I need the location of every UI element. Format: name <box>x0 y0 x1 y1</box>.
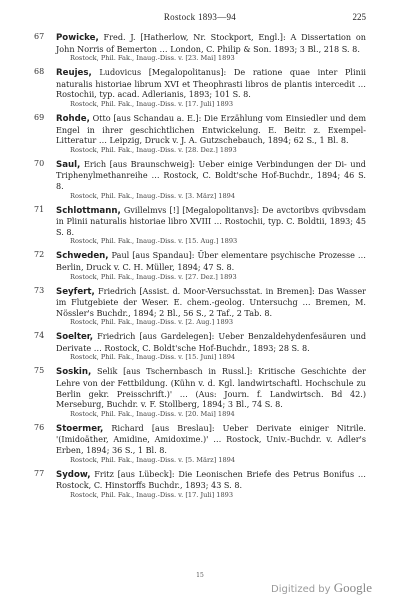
author-name: Rohde, <box>56 113 90 124</box>
author-name: Saul, <box>56 159 81 170</box>
dissertation-note: Rostock, Phil. Fak., Inaug.-Diss. v. [17. Juli] 1893 <box>70 490 234 499</box>
list-item <box>34 32 366 63</box>
entry-text: Richard [aus Breslau]: Ueber Derivate einiger Nitrile. '(Imidoäther, Amidine, Amidoxime.)' … Rostock, Univ.-Buchdr. v. Adler's Erben, 1894; 36 S., 1 Bl. 8. <box>56 422 367 456</box>
list-item <box>34 286 366 328</box>
list-item <box>34 366 366 418</box>
entry-text: Otto [aus Schandau a. E.]: Die Erzählung vom Einsiedler und dem Engel in ihrer geschichtlichen Entwickelung. E. Beitr. z. Exempel-Litteratur … Leipzig, Druck v. J. A. Gutzschebauch, 1894; 62 S., 1 Bl. 8. <box>56 112 366 146</box>
author-name: Stoermer, <box>56 423 104 434</box>
dissertation-note: Rostock, Phil. Fak., Inaug.-Diss. v. [15. Aug.] 1893 <box>70 237 238 246</box>
dissertation-note: Rostock, Phil. Fak., Inaug.-Diss. v. [28. Dez.] 1893 <box>70 145 237 154</box>
entry-text: Fred. J. [Hatherlow, Nr. Stockport, Engl.]: A Dissertation on John Norris of Bemerton … London, C. Philip & Son. 1893; 3 Bl., 218 S. 8. <box>56 32 366 54</box>
author-name: Reujes, <box>56 68 92 79</box>
author-name: Soelter, <box>56 332 94 343</box>
author-name: Schweden, <box>56 251 109 262</box>
entry-number: 76 <box>34 422 45 432</box>
entry-number: 67 <box>34 32 45 41</box>
author-name: Sydow, <box>56 469 91 480</box>
dissertation-note: Rostock, Phil. Fak., Inaug.-Diss. v. [3. März] 1894 <box>70 191 236 200</box>
list-item <box>34 469 366 500</box>
entry-text: Selik [aus Tschernbasch in Russl.]: Kritische Geschichte der Lehre von der Fettbildung. (Kühn v. d. Kgl. landwirtschaftl. Hochschule zu Berlin gekr. Preisschrift.)' … (Aus: Journ. f. Landwirtsch. Bd 42.) Merseburg, Buchdr. v. F. Stollberg, 1894; 3 Bl., 74 S. 8. <box>56 366 366 410</box>
dissertation-note: Rostock, Phil. Fak., Inaug.-Diss. v. [23. Mai] 1893 <box>70 54 235 63</box>
author-name: Seyfert, <box>56 286 95 297</box>
entry-text: Friedrich [Assist. d. Moor-Versuchsstat. in Bremen]: Das Wasser im Flutgebiete der Weser. E. chem.-geolog. Untersuchg … Bremen, M. Nössler's Buchdr., 1894; 2 Bl., 56 S., 2 Taf., 2 Tab. 8. <box>56 285 366 318</box>
entry-text: Gvillelmvs [!] [Megalopolitanvs]: De avctoribvs qvibvsdam in Plinii naturalis historiae libro XVIII … Rostochii, typ. C. Boldtii, 1893; 45 S. 8. <box>56 204 366 237</box>
entry-number: 75 <box>34 366 45 376</box>
list-item <box>34 159 366 201</box>
author-name: Soskin, <box>56 367 92 378</box>
entry-text: Erich [aus Braunschweig]: Ueber einige Verbindungen der Di- und Triphenylmethanreihe … Rostock, C. Boldt'sche Hof-Buchdr., 1894; 46 S. 8. <box>56 158 366 191</box>
running-title: Rostock 1893—94 <box>163 12 237 22</box>
entry-number: 77 <box>34 468 45 478</box>
entry-list <box>34 32 366 500</box>
dissertation-note: Rostock, Phil. Fak., Inaug.-Diss. v. [20. Mai] 1894 <box>70 409 235 418</box>
dissertation-note: Rostock, Phil. Fak., Inaug.-Diss. v. [17. Juli] 1893 <box>70 99 234 108</box>
entry-number: 71 <box>34 204 45 214</box>
dissertation-note: Rostock, Phil. Fak., Inaug.-Diss. v. [2. Aug.] 1893 <box>70 318 234 327</box>
page-header <box>34 10 366 30</box>
entry-text: Ludovicus [Megalopolitanus]: De ratione quae inter Plinii naturalis historiae librum XVI et Theophrasti libros de plantis intercedit … Rostochii, typ. acad. Adlerianis, 1893; 101 S. 8. <box>56 67 366 100</box>
entry-text: Fritz [aus Lübeck]: Die Leonischen Briefe des Petrus Bonifus … Rostock, C. Hinstorffs Buchdr., 1893; 43 S. 8. <box>56 468 366 491</box>
list-item <box>34 205 366 247</box>
author-name: Powicke, <box>56 33 99 43</box>
author-name: Schlottmann, <box>56 205 121 216</box>
entry-number: 69 <box>34 112 45 122</box>
dissertation-note: Rostock, Phil. Fak., Inaug.-Diss. v. [15. Juni] 1894 <box>70 353 236 362</box>
list-item <box>34 67 366 109</box>
entry-number: 74 <box>34 331 45 341</box>
digitization-watermark <box>271 580 372 596</box>
entry-number: 72 <box>34 250 45 260</box>
list-item <box>34 423 366 465</box>
watermark-prefix: Digitized by <box>271 584 331 595</box>
entry-number: 68 <box>34 67 45 77</box>
entry-number: 70 <box>34 158 45 168</box>
entry-number: 73 <box>34 285 45 295</box>
signature-mark: 15 <box>196 572 204 579</box>
watermark-brand: Google <box>333 580 372 595</box>
list-item <box>34 331 366 362</box>
entry-text: Paul [aus Spandau]: Über elementare psychische Prozesse … Berlin, Druck v. C. H. Müller, 1894; 47 S. 8. <box>56 250 367 272</box>
dissertation-note: Rostock, Phil. Fak., Inaug.-Diss. v. [27. Dez.] 1893 <box>70 272 237 281</box>
page-number: 225 <box>352 12 366 22</box>
entry-text: Friedrich [aus Gardelegen]: Ueber Benzaldehydenfesäuren und Derivate … Rostock, C. Boldt'sche Hof-Buchdr., 1893; 28 S. 8. <box>56 331 367 353</box>
list-item <box>34 113 366 155</box>
list-item <box>34 250 366 281</box>
dissertation-note: Rostock, Phil. Fak., Inaug.-Diss. v. [5. März] 1894 <box>70 455 236 464</box>
